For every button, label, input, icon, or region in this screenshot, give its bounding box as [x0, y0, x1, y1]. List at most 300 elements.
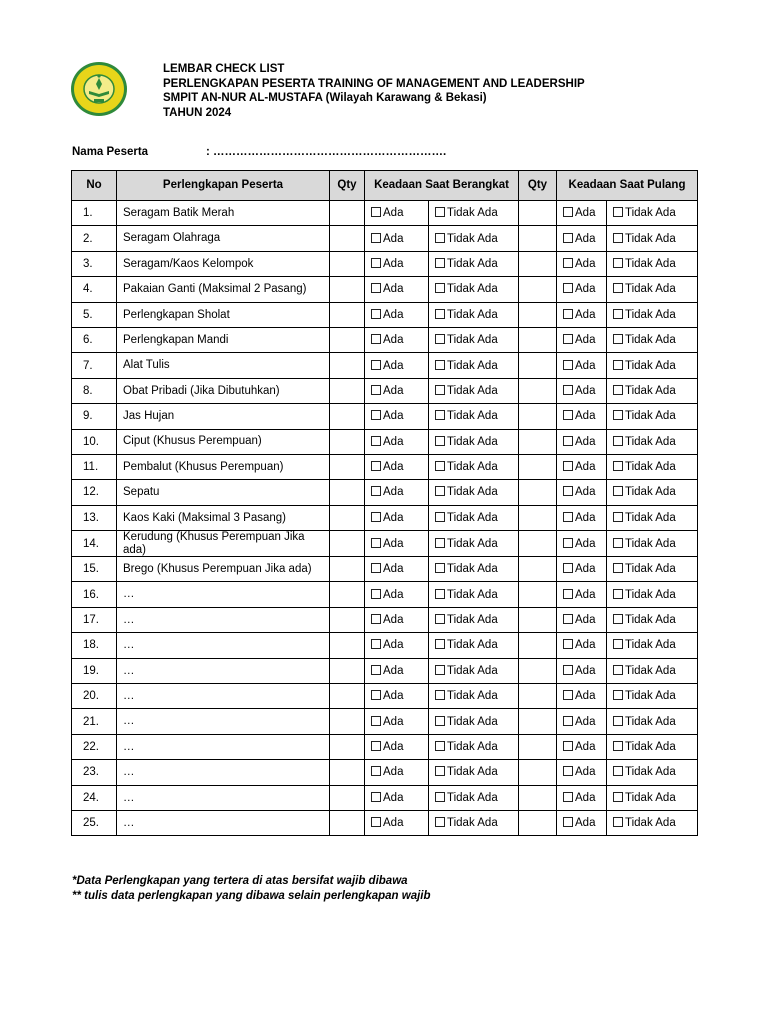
checkbox-icon[interactable]: [613, 538, 623, 548]
return-yes-option[interactable]: [557, 201, 607, 226]
qty-return-cell[interactable]: [519, 277, 557, 302]
depart-no-option[interactable]: [429, 480, 519, 505]
qty-depart-cell[interactable]: [330, 353, 365, 378]
depart-yes-option[interactable]: [365, 607, 429, 632]
option-label: Tidak Ada: [625, 588, 676, 601]
qty-depart-cell[interactable]: [330, 277, 365, 302]
row-number: 8.: [72, 378, 117, 403]
item-name: Jas Hujan: [117, 404, 330, 429]
checkbox-icon[interactable]: [435, 589, 445, 599]
checkbox-icon[interactable]: [563, 563, 573, 573]
checkbox-icon[interactable]: [435, 360, 445, 370]
checkbox-icon[interactable]: [613, 716, 623, 726]
checkbox-icon[interactable]: [563, 258, 573, 268]
qty-depart-cell[interactable]: [330, 658, 365, 683]
checkbox-icon[interactable]: [563, 385, 573, 395]
return-no-option[interactable]: [607, 633, 698, 658]
depart-yes-option[interactable]: [365, 658, 429, 683]
checkbox-icon[interactable]: [563, 309, 573, 319]
option-label: Tidak Ada: [625, 690, 676, 703]
table-row: [72, 582, 698, 607]
checkbox-icon[interactable]: [613, 690, 623, 700]
checkbox-icon[interactable]: [435, 334, 445, 344]
checkbox-icon[interactable]: [613, 334, 623, 344]
checkbox-icon[interactable]: [371, 538, 381, 548]
item-name: …: [117, 684, 330, 709]
checkbox-icon[interactable]: [435, 563, 445, 573]
return-yes-option[interactable]: [557, 531, 607, 557]
checkbox-icon[interactable]: [613, 665, 623, 675]
depart-no-option[interactable]: [429, 505, 519, 530]
qty-return-cell[interactable]: [519, 531, 557, 557]
checkbox-icon[interactable]: [435, 436, 445, 446]
option-label: Ada: [575, 791, 596, 804]
row-number: 10.: [72, 429, 117, 454]
depart-no-option[interactable]: [429, 734, 519, 759]
checkbox-icon[interactable]: [613, 207, 623, 217]
checkbox-icon[interactable]: [563, 665, 573, 675]
return-no-option[interactable]: [607, 201, 698, 226]
depart-yes-option[interactable]: [365, 454, 429, 479]
qty-depart-cell[interactable]: [330, 531, 365, 557]
return-no-option[interactable]: [607, 531, 698, 557]
checkbox-icon[interactable]: [613, 639, 623, 649]
depart-no-option[interactable]: [429, 531, 519, 557]
checkbox-icon[interactable]: [371, 410, 381, 420]
row-number: 19.: [72, 658, 117, 683]
checkbox-icon[interactable]: [371, 817, 381, 827]
qty-depart-cell[interactable]: [330, 709, 365, 734]
return-no-option[interactable]: [607, 480, 698, 505]
row-number: 1.: [72, 201, 117, 226]
checkbox-icon[interactable]: [563, 741, 573, 751]
return-no-option[interactable]: [607, 760, 698, 785]
qty-return-cell[interactable]: [519, 251, 557, 276]
option-label: Tidak Ada: [447, 384, 498, 397]
checkbox-icon[interactable]: [563, 538, 573, 548]
checkbox-icon[interactable]: [563, 690, 573, 700]
table-row: [72, 302, 698, 327]
qty-depart-cell[interactable]: [330, 785, 365, 810]
checkbox-icon[interactable]: [563, 614, 573, 624]
checkbox-icon[interactable]: [435, 233, 445, 243]
return-no-option[interactable]: [607, 429, 698, 454]
depart-no-option[interactable]: [429, 633, 519, 658]
qty-depart-cell[interactable]: [330, 734, 365, 759]
checkbox-icon[interactable]: [613, 589, 623, 599]
item-name: …: [117, 633, 330, 658]
option-label: Tidak Ada: [447, 207, 498, 220]
return-yes-option[interactable]: [557, 810, 607, 835]
header-depart-condition: Keadaan Saat Berangkat: [365, 171, 519, 201]
checkbox-icon[interactable]: [613, 258, 623, 268]
depart-yes-option[interactable]: [365, 353, 429, 378]
return-yes-option[interactable]: [557, 353, 607, 378]
item-name: Seragam/Kaos Kelompok: [117, 251, 330, 276]
depart-yes-option[interactable]: [365, 810, 429, 835]
checkbox-icon[interactable]: [435, 461, 445, 471]
checkbox-icon[interactable]: [563, 436, 573, 446]
depart-no-option[interactable]: [429, 658, 519, 683]
qty-return-cell[interactable]: [519, 633, 557, 658]
checkbox-icon[interactable]: [435, 538, 445, 548]
item-name: Pembalut (Khusus Perempuan): [117, 454, 330, 479]
option-label: Tidak Ada: [625, 639, 676, 652]
depart-no-option[interactable]: [429, 226, 519, 251]
option-label: Tidak Ada: [625, 257, 676, 270]
return-yes-option[interactable]: [557, 582, 607, 607]
return-yes-option[interactable]: [557, 760, 607, 785]
depart-no-option[interactable]: [429, 251, 519, 276]
qty-return-cell[interactable]: [519, 201, 557, 226]
option-label: Tidak Ada: [625, 766, 676, 779]
checkbox-icon[interactable]: [613, 461, 623, 471]
checkbox-icon[interactable]: [563, 486, 573, 496]
checkbox-icon[interactable]: [371, 309, 381, 319]
option-label: Tidak Ada: [447, 639, 498, 652]
depart-yes-option[interactable]: [365, 480, 429, 505]
qty-return-cell[interactable]: [519, 709, 557, 734]
depart-yes-option[interactable]: [365, 684, 429, 709]
qty-return-cell[interactable]: [519, 785, 557, 810]
return-yes-option[interactable]: [557, 709, 607, 734]
return-no-option[interactable]: [607, 251, 698, 276]
depart-yes-option[interactable]: [365, 633, 429, 658]
return-yes-option[interactable]: [557, 785, 607, 810]
checkbox-icon[interactable]: [613, 385, 623, 395]
return-no-option[interactable]: [607, 378, 698, 403]
qty-depart-cell[interactable]: [330, 480, 365, 505]
return-yes-option[interactable]: [557, 557, 607, 582]
qty-depart-cell[interactable]: [330, 760, 365, 785]
return-no-option[interactable]: [607, 709, 698, 734]
return-yes-option[interactable]: [557, 378, 607, 403]
checkbox-icon[interactable]: [435, 207, 445, 217]
return-yes-option[interactable]: [557, 633, 607, 658]
qty-return-cell[interactable]: [519, 658, 557, 683]
qty-depart-cell[interactable]: [330, 327, 365, 352]
qty-depart-cell[interactable]: [330, 582, 365, 607]
checkbox-icon[interactable]: [371, 614, 381, 624]
depart-no-option[interactable]: [429, 760, 519, 785]
qty-return-cell[interactable]: [519, 429, 557, 454]
option-label: Ada: [383, 715, 404, 728]
checkbox-icon[interactable]: [435, 486, 445, 496]
depart-no-option[interactable]: [429, 429, 519, 454]
table-row: [72, 607, 698, 632]
checkbox-icon[interactable]: [563, 207, 573, 217]
return-no-option[interactable]: [607, 327, 698, 352]
checkbox-icon[interactable]: [563, 639, 573, 649]
return-yes-option[interactable]: [557, 658, 607, 683]
qty-return-cell[interactable]: [519, 760, 557, 785]
qty-return-cell[interactable]: [519, 734, 557, 759]
checkbox-icon[interactable]: [371, 258, 381, 268]
checkbox-icon[interactable]: [563, 360, 573, 370]
depart-yes-option[interactable]: [365, 734, 429, 759]
depart-no-option[interactable]: [429, 201, 519, 226]
participant-name-field[interactable]: : …………………………………………………….: [206, 146, 447, 158]
depart-yes-option[interactable]: [365, 785, 429, 810]
depart-no-option[interactable]: [429, 302, 519, 327]
return-yes-option[interactable]: [557, 607, 607, 632]
checkbox-icon[interactable]: [563, 766, 573, 776]
qty-depart-cell[interactable]: [330, 454, 365, 479]
return-yes-option[interactable]: [557, 404, 607, 429]
return-yes-option[interactable]: [557, 684, 607, 709]
option-label: Ada: [575, 537, 596, 550]
return-yes-option[interactable]: [557, 734, 607, 759]
return-no-option[interactable]: [607, 684, 698, 709]
checkbox-icon[interactable]: [563, 589, 573, 599]
depart-yes-option[interactable]: [365, 251, 429, 276]
checkbox-icon[interactable]: [563, 410, 573, 420]
qty-depart-cell[interactable]: [330, 302, 365, 327]
checkbox-icon[interactable]: [613, 792, 623, 802]
checkbox-icon[interactable]: [371, 283, 381, 293]
qty-depart-cell[interactable]: [330, 557, 365, 582]
checkbox-icon[interactable]: [613, 410, 623, 420]
qty-depart-cell[interactable]: [330, 633, 365, 658]
qty-depart-cell[interactable]: [330, 226, 365, 251]
checkbox-icon[interactable]: [435, 258, 445, 268]
option-label: Ada: [383, 588, 404, 601]
depart-no-option[interactable]: [429, 810, 519, 835]
return-yes-option[interactable]: [557, 429, 607, 454]
table-header-row: [72, 171, 698, 201]
qty-depart-cell[interactable]: [330, 251, 365, 276]
option-label: Ada: [575, 766, 596, 779]
return-yes-option[interactable]: [557, 302, 607, 327]
qty-return-cell[interactable]: [519, 557, 557, 582]
qty-return-cell[interactable]: [519, 404, 557, 429]
checkbox-icon[interactable]: [435, 792, 445, 802]
return-no-option[interactable]: [607, 557, 698, 582]
return-yes-option[interactable]: [557, 454, 607, 479]
depart-yes-option[interactable]: [365, 531, 429, 557]
option-label: Tidak Ada: [447, 588, 498, 601]
checkbox-icon[interactable]: [371, 461, 381, 471]
option-label: Ada: [383, 334, 404, 347]
qty-return-cell[interactable]: [519, 684, 557, 709]
checkbox-icon[interactable]: [371, 716, 381, 726]
item-name: …: [117, 658, 330, 683]
qty-depart-cell[interactable]: [330, 201, 365, 226]
checkbox-icon[interactable]: [613, 766, 623, 776]
checkbox-icon[interactable]: [613, 233, 623, 243]
checkbox-icon[interactable]: [435, 817, 445, 827]
qty-return-cell[interactable]: [519, 378, 557, 403]
option-label: Tidak Ada: [625, 232, 676, 245]
return-yes-option[interactable]: [557, 480, 607, 505]
row-number: 14.: [72, 531, 117, 557]
checkbox-icon[interactable]: [371, 233, 381, 243]
depart-yes-option[interactable]: [365, 201, 429, 226]
depart-yes-option[interactable]: [365, 709, 429, 734]
return-no-option[interactable]: [607, 785, 698, 810]
checkbox-icon[interactable]: [371, 385, 381, 395]
option-label: Ada: [575, 410, 596, 423]
depart-no-option[interactable]: [429, 454, 519, 479]
checkbox-icon[interactable]: [435, 690, 445, 700]
depart-yes-option[interactable]: [365, 429, 429, 454]
checkbox-icon[interactable]: [613, 563, 623, 573]
checkbox-icon[interactable]: [435, 385, 445, 395]
option-label: Tidak Ada: [625, 283, 676, 296]
checkbox-icon[interactable]: [613, 614, 623, 624]
row-number: 18.: [72, 633, 117, 658]
return-no-option[interactable]: [607, 810, 698, 835]
checkbox-icon[interactable]: [371, 690, 381, 700]
checkbox-icon[interactable]: [371, 207, 381, 217]
return-yes-option[interactable]: [557, 251, 607, 276]
qty-return-cell[interactable]: [519, 353, 557, 378]
qty-return-cell[interactable]: [519, 454, 557, 479]
qty-return-cell[interactable]: [519, 582, 557, 607]
depart-yes-option[interactable]: [365, 226, 429, 251]
qty-depart-cell[interactable]: [330, 607, 365, 632]
checkbox-icon[interactable]: [371, 360, 381, 370]
qty-return-cell[interactable]: [519, 302, 557, 327]
return-yes-option[interactable]: [557, 505, 607, 530]
checkbox-icon[interactable]: [371, 512, 381, 522]
depart-no-option[interactable]: [429, 557, 519, 582]
checkbox-icon[interactable]: [435, 665, 445, 675]
return-no-option[interactable]: [607, 353, 698, 378]
qty-return-cell[interactable]: [519, 327, 557, 352]
checkbox-icon[interactable]: [563, 233, 573, 243]
qty-return-cell[interactable]: [519, 810, 557, 835]
checkbox-icon[interactable]: [563, 283, 573, 293]
checkbox-icon[interactable]: [435, 766, 445, 776]
checkbox-icon[interactable]: [435, 410, 445, 420]
qty-return-cell[interactable]: [519, 226, 557, 251]
depart-no-option[interactable]: [429, 353, 519, 378]
qty-depart-cell[interactable]: [330, 684, 365, 709]
table-row: [72, 709, 698, 734]
checkbox-icon[interactable]: [371, 334, 381, 344]
checkbox-icon[interactable]: [613, 817, 623, 827]
checkbox-icon[interactable]: [563, 792, 573, 802]
option-label: Tidak Ada: [447, 664, 498, 677]
depart-yes-option[interactable]: [365, 327, 429, 352]
return-no-option[interactable]: [607, 302, 698, 327]
return-no-option[interactable]: [607, 582, 698, 607]
depart-no-option[interactable]: [429, 327, 519, 352]
return-yes-option[interactable]: [557, 277, 607, 302]
option-label: Ada: [575, 461, 596, 474]
qty-return-cell[interactable]: [519, 505, 557, 530]
checkbox-icon[interactable]: [371, 589, 381, 599]
checkbox-icon[interactable]: [371, 766, 381, 776]
depart-no-option[interactable]: [429, 709, 519, 734]
row-number: 21.: [72, 709, 117, 734]
checkbox-icon[interactable]: [613, 283, 623, 293]
depart-yes-option[interactable]: [365, 760, 429, 785]
document-header: [163, 62, 585, 121]
checkbox-icon[interactable]: [371, 563, 381, 573]
checkbox-icon[interactable]: [371, 741, 381, 751]
checkbox-icon[interactable]: [435, 512, 445, 522]
depart-no-option[interactable]: [429, 404, 519, 429]
depart-yes-option[interactable]: [365, 378, 429, 403]
checkbox-icon[interactable]: [371, 486, 381, 496]
depart-no-option[interactable]: [429, 582, 519, 607]
checkbox-icon[interactable]: [435, 639, 445, 649]
checkbox-icon[interactable]: [613, 309, 623, 319]
depart-yes-option[interactable]: [365, 582, 429, 607]
checkbox-icon[interactable]: [371, 639, 381, 649]
depart-yes-option[interactable]: [365, 404, 429, 429]
return-no-option[interactable]: [607, 226, 698, 251]
return-no-option[interactable]: [607, 505, 698, 530]
depart-yes-option[interactable]: [365, 505, 429, 530]
return-no-option[interactable]: [607, 277, 698, 302]
checkbox-icon[interactable]: [371, 665, 381, 675]
checkbox-icon[interactable]: [613, 436, 623, 446]
depart-yes-option[interactable]: [365, 557, 429, 582]
qty-depart-cell[interactable]: [330, 505, 365, 530]
checkbox-icon[interactable]: [563, 716, 573, 726]
qty-depart-cell[interactable]: [330, 810, 365, 835]
return-no-option[interactable]: [607, 454, 698, 479]
checkbox-icon[interactable]: [563, 512, 573, 522]
row-number: 6.: [72, 327, 117, 352]
checkbox-icon[interactable]: [371, 792, 381, 802]
checkbox-icon[interactable]: [613, 512, 623, 522]
checkbox-icon[interactable]: [435, 283, 445, 293]
return-no-option[interactable]: [607, 404, 698, 429]
option-label: Tidak Ada: [625, 410, 676, 423]
checkbox-icon[interactable]: [563, 461, 573, 471]
checkbox-icon[interactable]: [563, 817, 573, 827]
option-label: Ada: [575, 563, 596, 576]
option-label: Tidak Ada: [447, 614, 498, 627]
return-no-option[interactable]: [607, 658, 698, 683]
checkbox-icon[interactable]: [613, 486, 623, 496]
option-label: Tidak Ada: [625, 563, 676, 576]
checkbox-icon[interactable]: [613, 741, 623, 751]
checkbox-icon[interactable]: [435, 309, 445, 319]
depart-yes-option[interactable]: [365, 277, 429, 302]
depart-yes-option[interactable]: [365, 302, 429, 327]
checkbox-icon[interactable]: [613, 360, 623, 370]
depart-no-option[interactable]: [429, 607, 519, 632]
qty-return-cell[interactable]: [519, 607, 557, 632]
return-yes-option[interactable]: [557, 226, 607, 251]
checkbox-icon[interactable]: [435, 614, 445, 624]
depart-no-option[interactable]: [429, 378, 519, 403]
return-no-option[interactable]: [607, 734, 698, 759]
checkbox-icon[interactable]: [435, 741, 445, 751]
depart-no-option[interactable]: [429, 277, 519, 302]
footnote-extra: ** tulis data perlengkapan yang dibawa selain perlengkapan wajib: [72, 890, 431, 902]
qty-depart-cell[interactable]: [330, 429, 365, 454]
return-yes-option[interactable]: [557, 327, 607, 352]
qty-depart-cell[interactable]: [330, 404, 365, 429]
depart-no-option[interactable]: [429, 785, 519, 810]
qty-return-cell[interactable]: [519, 480, 557, 505]
depart-no-option[interactable]: [429, 684, 519, 709]
return-no-option[interactable]: [607, 607, 698, 632]
table-row: [72, 327, 698, 352]
checkbox-icon[interactable]: [435, 716, 445, 726]
checkbox-icon[interactable]: [371, 436, 381, 446]
option-label: Tidak Ada: [625, 435, 676, 448]
checkbox-icon[interactable]: [563, 334, 573, 344]
header-no: No: [72, 171, 117, 201]
qty-depart-cell[interactable]: [330, 378, 365, 403]
